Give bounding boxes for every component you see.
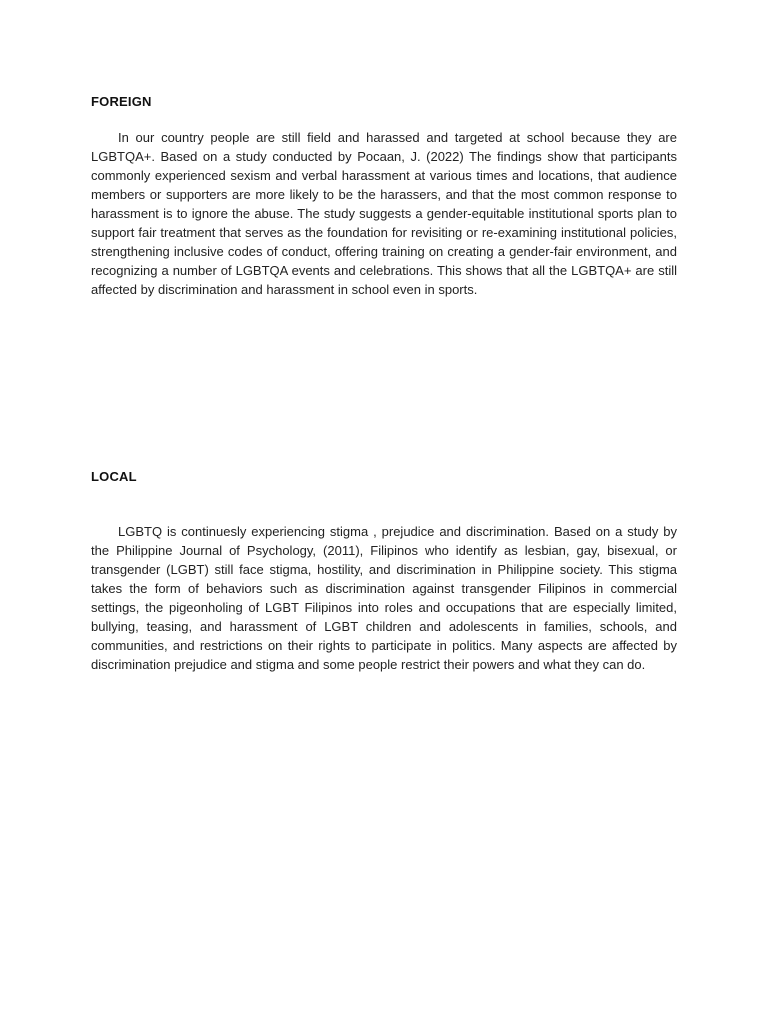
local-heading: LOCAL	[91, 469, 137, 484]
foreign-paragraph: In our country people are still field and harassed and targeted at school because they are LGBTQA+. Based on a study conducted by Pocaan, J. (2022) The findings show that participants commonly experienced sexism and verbal harassment at various times and locations, that audience members or supporters are more likely to be the harassers, and that the most common response to harassment is to ignore the abuse. The study suggests a gender-equitable institutional sports plan to support fair treatment that serves as the foundation for revisiting or re-examining institutional policies, strengthening inclusive codes of conduct, offering training on creating a gender-fair environment, and recognizing a number of LGBTQA events and celebrations. This shows that all the LGBTQA+ are still affected by discrimination and harassment in school even in sports.	[91, 130, 677, 297]
foreign-heading: FOREIGN	[91, 94, 152, 109]
local-paragraph: LGBTQ is continuesly experiencing stigma , prejudice and discrimination. Based on a study by the Philippine Journal of Psychology, (2011), Filipinos who identify as lesbian, gay, bisexual, or transgender (LGBT) still face stigma, hostility, and discrimination in Philippine society. This stigma takes the form of behaviors such as discrimination against transgender Filipinos in commercial settings, the pigeonholing of LGBT Filipinos into roles and occupations that are especially limited, bullying, teasing, and harassment of LGBT children and adolescents in families, schools, and communities, and restrictions on their rights to participate in politics. Many aspects are affected by discrimination prejudice and stigma and some people restrict their powers and what they can do.	[91, 524, 677, 672]
